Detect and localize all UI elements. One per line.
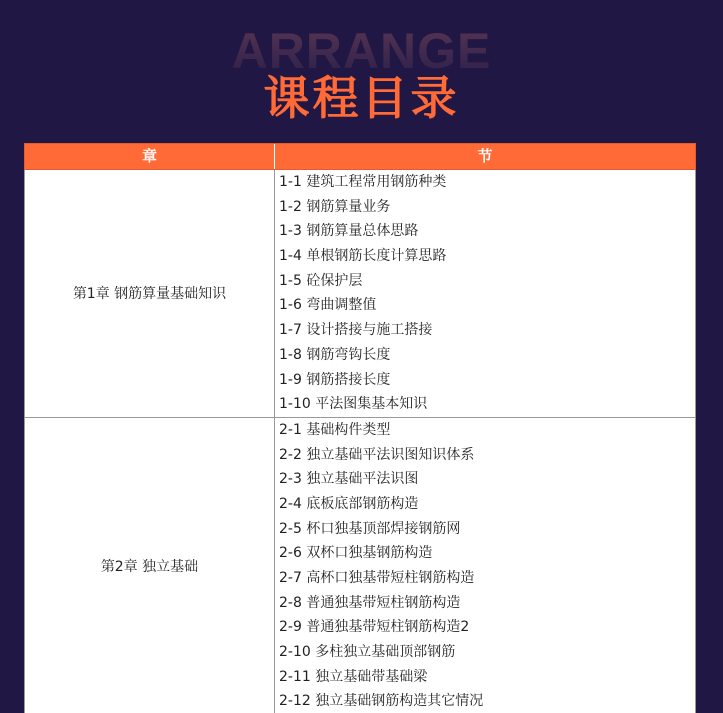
- section-item: 1-7 设计搭接与施工搭接: [279, 322, 433, 339]
- section-item: 1-3 钢筋算量总体思路: [279, 223, 419, 240]
- course-table: [24, 143, 696, 713]
- chapter-row: [24, 418, 696, 713]
- section-item: 2-12 独立基础钢筋构造其它情况: [279, 693, 484, 710]
- chapter-name: 第2章 独立基础: [25, 418, 275, 713]
- background-watermark-word: ARRANGE: [0, 22, 723, 80]
- section-item: 1-4 单根钢筋长度计算思路: [279, 248, 447, 265]
- section-item: 1-5 砼保护层: [279, 272, 363, 289]
- section-item: 2-8 普通独基带短柱钢筋构造: [279, 594, 461, 611]
- section-list: [275, 170, 695, 417]
- header-chapter: 章: [25, 144, 275, 169]
- section-item: 2-2 独立基础平法识图知识体系: [279, 446, 475, 463]
- section-item: 2-9 普通独基带短柱钢筋构造2: [279, 619, 470, 636]
- section-item: 2-4 底板底部钢筋构造: [279, 495, 419, 512]
- chapter-name: 第1章 钢筋算量基础知识: [25, 170, 275, 417]
- section-item: 1-8 钢筋弯钩长度: [279, 346, 391, 363]
- page-title: 课程目录: [263, 71, 460, 125]
- section-item: 2-11 独立基础带基础梁: [279, 668, 428, 685]
- section-item: 2-10 多柱独立基础顶部钢筋: [279, 644, 456, 661]
- section-item: 2-3 独立基础平法识图: [279, 471, 419, 488]
- section-item: 2-5 杯口独基顶部焊接钢筋网: [279, 520, 461, 537]
- section-item: 2-7 高杯口独基带短柱钢筋构造: [279, 570, 475, 586]
- section-item: 2-1 基础构件类型: [279, 421, 391, 438]
- section-list: [275, 418, 695, 713]
- section-item: 1-1 建筑工程常用钢筋种类: [279, 174, 447, 190]
- section-item: 1-10 平法图集基本知识: [279, 396, 428, 413]
- header-section: 节: [477, 147, 493, 165]
- table-header: [24, 143, 696, 170]
- chapter-row: [24, 170, 696, 418]
- section-item: 1-2 钢筋算量业务: [279, 198, 391, 215]
- section-item: 1-9 钢筋搭接长度: [279, 371, 391, 388]
- section-item: 1-6 弯曲调整值: [279, 297, 377, 314]
- section-item: 2-6 双杯口独基钢筋构造: [279, 545, 433, 562]
